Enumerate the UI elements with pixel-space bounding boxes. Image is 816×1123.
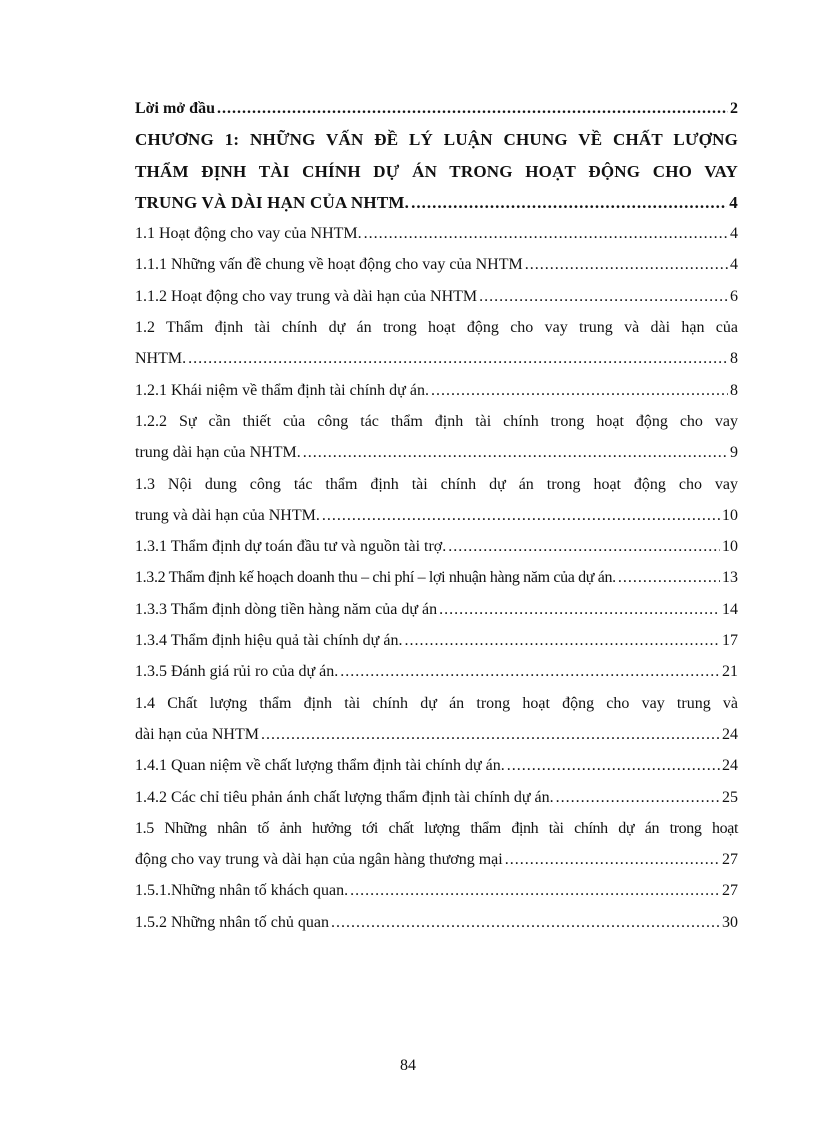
toc-entry[interactable] (135, 907, 738, 938)
toc-leader-dots (331, 907, 720, 938)
toc-entry-title: 1.1 Hoạt động cho vay của NHTM. (135, 225, 362, 243)
toc-leader-dots (411, 187, 727, 218)
toc-entry[interactable] (135, 249, 738, 280)
toc-entry[interactable] (135, 406, 738, 469)
toc-entry[interactable] (135, 469, 738, 532)
toc-entry-title: trung dài hạn của NHTM. (135, 444, 301, 462)
toc-entry-title: trung và dài hạn của NHTM. (135, 506, 320, 524)
toc-entry[interactable] (135, 625, 738, 656)
table-of-contents (135, 93, 738, 938)
toc-entry-page: 4 (730, 225, 738, 243)
toc-entry-page: 24 (722, 757, 738, 775)
toc-entry-page: 9 (730, 444, 738, 462)
toc-entry-page: 2 (730, 100, 738, 117)
toc-entry-title: 1.3.1 Thẩm định dự toán đầu tư và nguồn tài trợ. (135, 538, 447, 556)
toc-entry-page: 8 (730, 381, 738, 399)
toc-entry[interactable] (135, 312, 738, 375)
toc-leader-dots (439, 594, 720, 625)
toc-leader-dots (303, 437, 728, 468)
toc-entry[interactable] (135, 281, 738, 312)
toc-entry-title: 1.3.4 Thẩm định hiệu quả tài chính dự án. (135, 632, 403, 650)
toc-leader-dots (261, 719, 720, 750)
toc-entry-title: 1.2.1 Khái niệm về thẩm định tài chính dự án. (135, 381, 429, 399)
chapter-title-line: CHƯƠNG 1: NHỮNG VẤN ĐỀ LÝ LUẬN CHUNG VỀ CHẤT LƯỢNG (135, 130, 738, 150)
toc-entry-title: 1.4.2 Các chỉ tiêu phản ánh chất lượng thẩm định tài chính dự án. (135, 788, 554, 806)
toc-entry-line: 1.5 Những nhân tố ảnh hưởng tới chất lượng thẩm định tài chính dự án trong hoạt (135, 819, 738, 837)
toc-entry-title: NHTM. (135, 350, 187, 368)
toc-leader-dots (322, 500, 720, 531)
toc-leader-dots (404, 625, 720, 656)
toc-entry-page: 13 (722, 569, 738, 587)
toc-entry-page: 27 (722, 882, 738, 900)
toc-entry[interactable] (135, 375, 738, 406)
toc-leader-dots (217, 93, 728, 124)
toc-entry[interactable] (135, 218, 738, 249)
toc-entry-line: 1.3 Nội dung công tác thẩm định tài chính dự án trong hoạt động cho vay (135, 475, 738, 493)
toc-entry-title: 1.4.1 Quan niệm về chất lượng thẩm định tài chính dự án. (135, 757, 505, 775)
toc-entry-title: Lời mở đầu (135, 100, 215, 117)
toc-leader-dots (364, 218, 728, 249)
toc-leader-dots (525, 249, 728, 280)
toc-entry-title: dài hạn của NHTM (135, 725, 259, 743)
toc-leader-dots (618, 562, 720, 593)
toc-entry-title: 1.1.2 Hoạt động cho vay trung và dài hạn của NHTM (135, 287, 478, 305)
toc-entry[interactable] (135, 813, 738, 876)
toc-entry-line: 1.2 Thẩm định tài chính dự án trong hoạt động cho vay trung và dài hạn của (135, 319, 738, 337)
toc-entry[interactable] (135, 750, 738, 781)
toc-entry-page: 24 (722, 725, 738, 743)
toc-entry[interactable] (135, 688, 738, 751)
toc-entry-page: 14 (722, 600, 738, 618)
toc-leader-dots (431, 375, 728, 406)
toc-entry-page: 21 (722, 663, 738, 681)
chapter-title-line: THẨM ĐỊNH TÀI CHÍNH DỰ ÁN TRONG HOẠT ĐỘNG CHO VAY (135, 161, 738, 181)
toc-entry-line: 1.2.2 Sự cần thiết của công tác thẩm định tài chính trong hoạt động cho vay (135, 412, 738, 430)
toc-entry-title: 1.1.1 Những vấn đề chung về hoạt động cho vay của NHTM (135, 256, 523, 274)
toc-entry-page: 27 (722, 851, 738, 869)
toc-leader-dots (479, 281, 728, 312)
toc-entry[interactable] (135, 875, 738, 906)
toc-entry-page: 10 (722, 538, 738, 556)
toc-leader-dots (350, 875, 720, 906)
toc-entry-intro[interactable] (135, 93, 738, 124)
toc-leader-dots (505, 844, 720, 875)
toc-leader-dots (448, 531, 720, 562)
toc-entry-title: 1.5.1.Những nhân tố khách quan. (135, 882, 349, 900)
toc-leader-dots (507, 750, 720, 781)
toc-entry-title: 1.3.3 Thẩm định dòng tiền hàng năm của dự án (135, 600, 438, 618)
toc-entry-page: 8 (730, 350, 738, 368)
toc-entry-page: 30 (722, 913, 738, 931)
toc-entry-page: 6 (730, 287, 738, 305)
toc-entry-title: 1.3.2 Thẩm định kế hoạch doanh thu – chi phí – lợi nhuận hàng năm của dự án. (135, 569, 616, 587)
toc-entry-title: 1.5.2 Những nhân tố chủ quan (135, 913, 329, 931)
toc-entry[interactable] (135, 531, 738, 562)
toc-entry-line: 1.4 Chất lượng thẩm định tài chính dự án trong hoạt động cho vay trung và (135, 694, 738, 712)
toc-leader-dots (556, 782, 720, 813)
toc-entry-title: 1.3.5 Đánh giá rủi ro của dự án. (135, 663, 339, 681)
chapter-title-line: TRUNG VÀ DÀI HẠN CỦA NHTM. (135, 192, 410, 212)
toc-entry-title: động cho vay trung và dài hạn của ngân hàng thương mại (135, 851, 503, 869)
toc-entry[interactable] (135, 594, 738, 625)
page-number: 84 (400, 1057, 416, 1074)
toc-leader-dots (340, 656, 720, 687)
toc-leader-dots (188, 343, 728, 374)
toc-entry-page: 17 (722, 632, 738, 650)
toc-entry-page: 25 (722, 788, 738, 806)
toc-entry[interactable] (135, 562, 738, 593)
toc-entry[interactable] (135, 656, 738, 687)
toc-chapter-1[interactable] (135, 124, 738, 218)
toc-entry-page: 4 (730, 256, 738, 274)
toc-entry-page: 4 (729, 192, 738, 212)
toc-entry-page: 10 (722, 506, 738, 524)
toc-entry[interactable] (135, 782, 738, 813)
